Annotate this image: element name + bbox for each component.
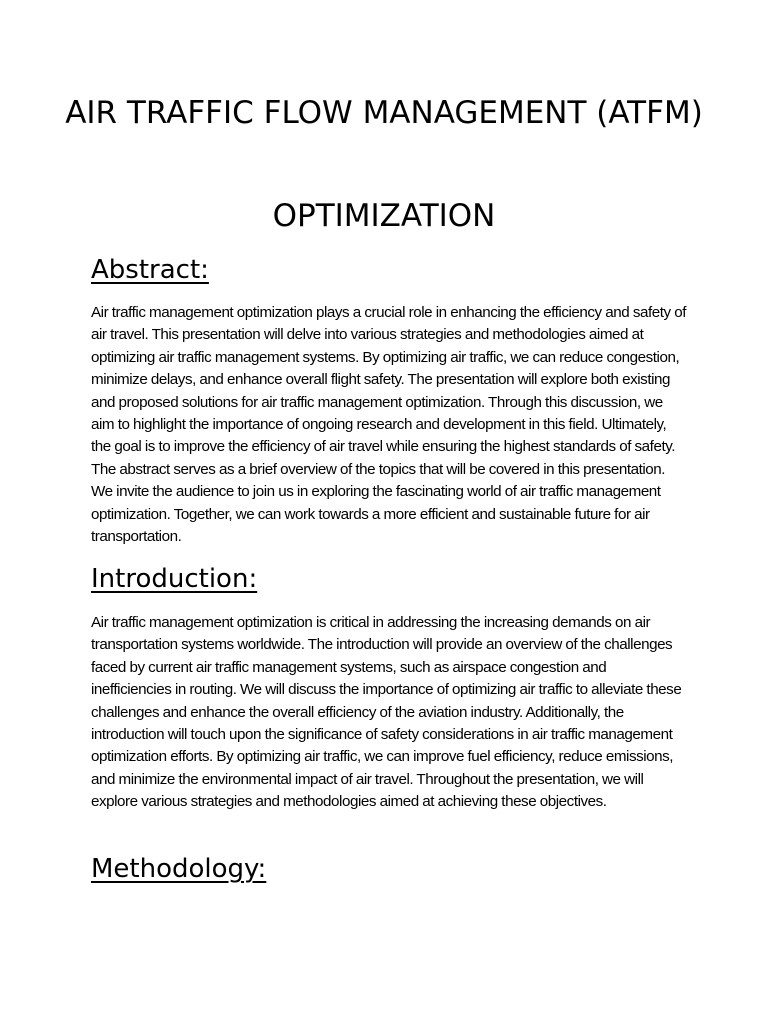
methodology-heading: Methodology: — [91, 854, 267, 884]
introduction-paragraph: Air traffic management optimization is critical in addressing the increasing demands on air transportation systems worldwide. The introduction will provide an overview of the challenges faced by current air traffic management systems, such as airspace congestion and inefficiencies in routing. We will discuss the importance of optimizing air traffic to alleviate these challenges and enhance the overall efficiency of the aviation industry. Additionally, the introduction will touch upon the significance of safety considerations in air traffic management optimization efforts. By optimizing air traffic, we can improve fuel efficiency, reduce emissions, and minimize the environmental impact of air travel. Throughout the presentation, we will explore various strategies and methodologies aimed at achieving these objectives. — [91, 614, 682, 811]
introduction-heading: Introduction: — [91, 564, 258, 594]
document-subtitle: OPTIMIZATION — [272, 198, 496, 234]
abstract-paragraph: Air traffic management optimization plays a crucial role in enhancing the efficiency and safety of air travel. This presentation will delve into various strategies and methodologies aimed at optimizing air traffic management systems. By optimizing air traffic, we can reduce congestion, minimize delays, and enhance overall flight safety. The presentation will explore both existing and proposed solutions for air traffic management optimization. Through this discussion, we aim to highlight the importance of ongoing research and development in this field. Ultimately, the goal is to improve the efficiency of air travel while ensuring the highest standards of safety. The abstract serves as a brief overview of the topics that will be covered in this presentation. We invite the audience to join us in exploring the fascinating world of air traffic management optimization. Together, we can work towards a more efficient and sustainable future for air transportation. — [91, 304, 686, 546]
abstract-heading: Abstract: — [91, 255, 209, 285]
document-title: AIR TRAFFIC FLOW MANAGEMENT (ATFM) — [65, 95, 703, 131]
